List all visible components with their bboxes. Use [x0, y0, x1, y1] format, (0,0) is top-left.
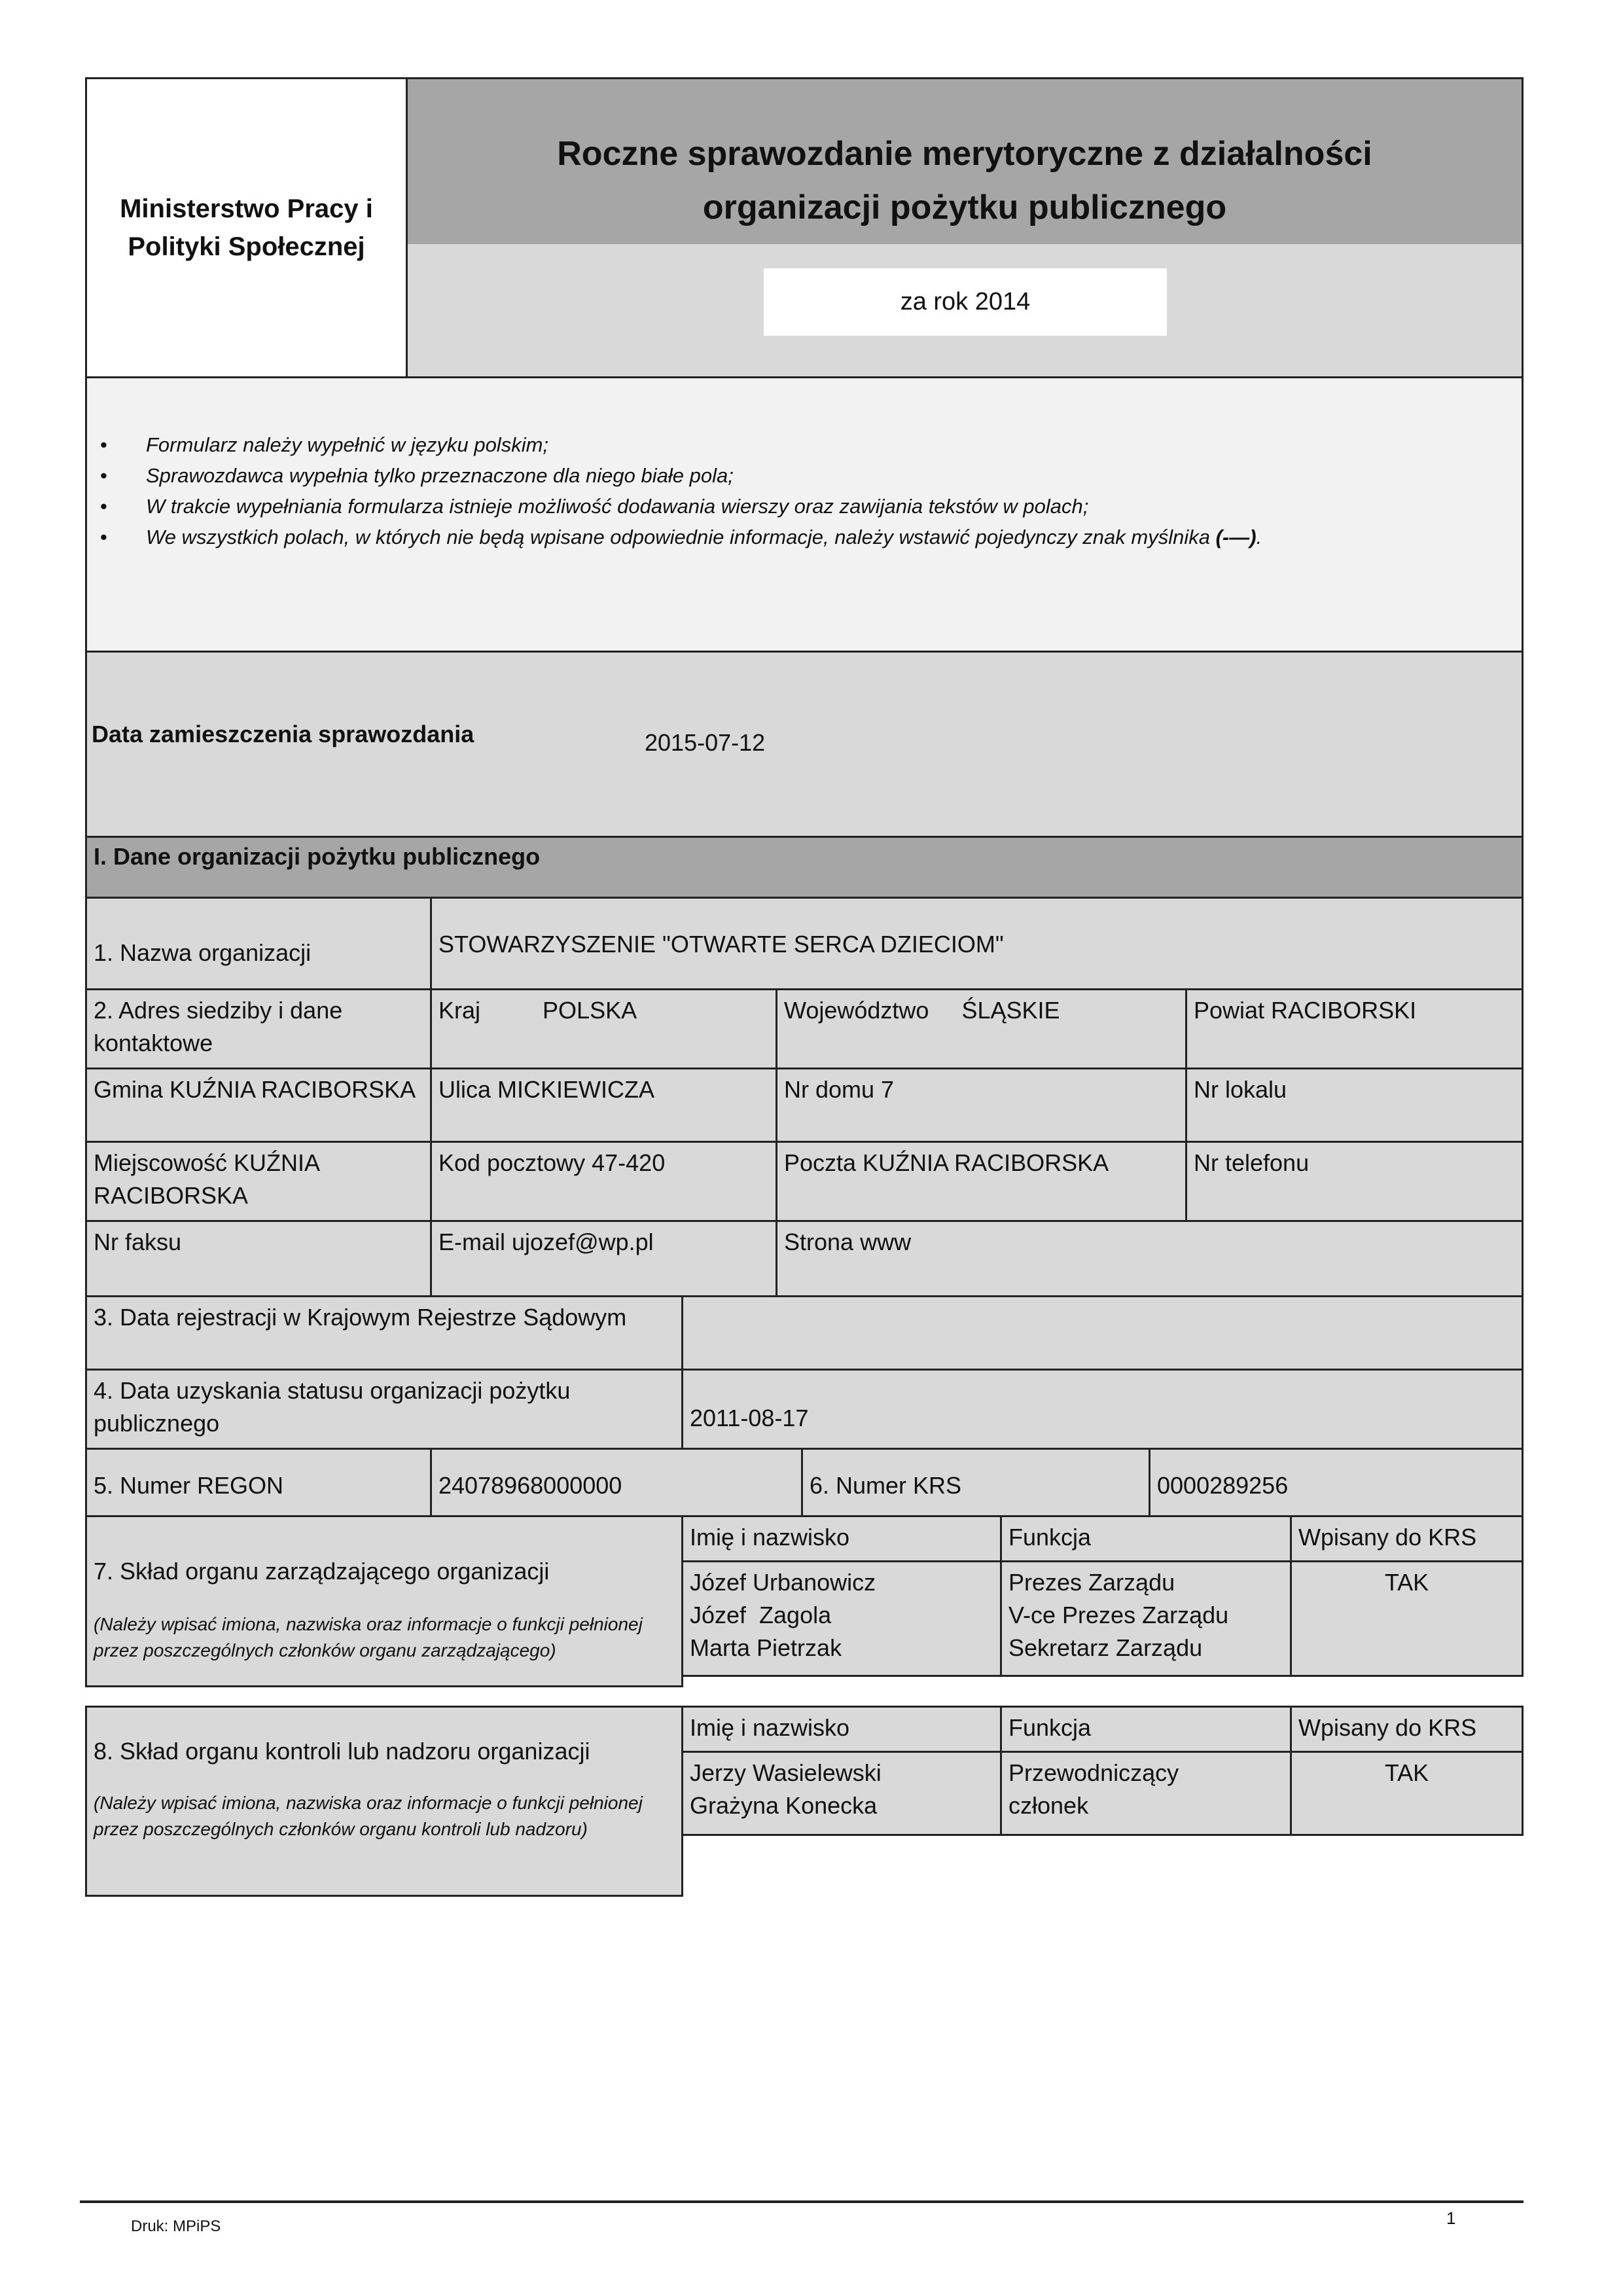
supervisory-note: (Należy wpisać imiona, nazwiska oraz informacje o funkcji pełnionej przez poszczególnych członków organu kontroli lub nadzoru) — [94, 1793, 643, 1839]
regon-label: 5. Numer REGON — [94, 1472, 284, 1499]
board-member-name: Józef Zagola — [690, 1602, 832, 1628]
instruction-text: We wszystkich polach, w których nie będą wpisane odpowiednie informacje, należy wstawić pojedynczy znak myślnika — [146, 526, 1216, 548]
board-names-cell — [681, 1560, 1002, 1677]
board-note: (Należy wpisać imiona, nazwiska oraz informacje o funkcji pełnionej przez poszczególnych członków organu zarządzającego) — [94, 1614, 643, 1660]
supervisory-member-function: Przewodniczący — [1008, 1759, 1179, 1786]
instructions-box — [85, 376, 1524, 653]
supervisory-label-cell — [85, 1706, 683, 1897]
supervisory-member-name: Grażyna Konecka — [690, 1792, 878, 1819]
org-name-label: 1. Nazwa organizacji — [94, 939, 312, 966]
phone-label: Nr telefonu — [1194, 1149, 1310, 1176]
report-title-line1: Roczne sprawozdanie merytoryczne z działalności — [557, 135, 1372, 173]
org-name-value-cell — [430, 897, 1524, 990]
year-box — [764, 268, 1167, 336]
status-label-cell — [85, 1369, 683, 1450]
board-col-function: Funkcja — [1008, 1524, 1092, 1551]
instruction-item — [146, 522, 1522, 552]
year-label: za rok 2014 — [900, 288, 1031, 315]
county-value: Powiat RACIBORSKI — [1194, 997, 1417, 1024]
board-member-function: V-ce Prezes Zarządu — [1008, 1602, 1229, 1628]
locality-cell — [85, 1141, 432, 1222]
krs-registration-label: 3. Data rejestracji w Krajowym Rejestrze Sądowym — [94, 1304, 627, 1331]
post-office-value: Poczta KUŹNIA RACIBORSKA — [784, 1149, 1109, 1176]
fax-cell — [85, 1220, 432, 1297]
website-cell — [776, 1220, 1524, 1297]
krs-label-cell — [801, 1448, 1150, 1517]
fax-label: Nr faksu — [94, 1229, 182, 1255]
voivodeship-cell — [776, 988, 1187, 1069]
krs-value: 0000289256 — [1157, 1472, 1289, 1499]
voivodeship-value: ŚLĄSKIE — [961, 997, 1060, 1024]
voivodeship-label: Województwo — [784, 997, 929, 1024]
commune-value: Gmina KUŹNIA RACIBORSKA — [94, 1076, 416, 1103]
supervisory-col-function: Funkcja — [1008, 1714, 1092, 1741]
page-number: 1 — [1446, 2208, 1456, 2228]
supervisory-col-krs: Wpisany do KRS — [1298, 1714, 1477, 1741]
postal-code-value: Kod pocztowy 47-420 — [438, 1149, 666, 1176]
board-member-function: Sekretarz Zarządu — [1008, 1634, 1203, 1661]
board-krs-cell — [1290, 1560, 1524, 1677]
section-header — [85, 836, 1524, 899]
org-name-value: STOWARZYSZENIE "OTWARTE SERCA DZIECIOM" — [438, 931, 1004, 958]
status-value: 2011-08-17 — [690, 1405, 809, 1431]
regon-value: 24078968000000 — [438, 1472, 622, 1499]
ministry-name: Ministerstwo Pracy i Polityki Społecznej — [120, 194, 373, 261]
country-value: POLSKA — [543, 997, 637, 1024]
regon-value-cell — [430, 1448, 803, 1517]
instructions-list — [87, 429, 1522, 552]
board-functions-cell — [1000, 1560, 1292, 1677]
publication-date-label: Data zamieszczenia sprawozdania — [92, 721, 474, 747]
section-title: I. Dane organizacji pożytku publicznego — [94, 843, 541, 870]
board-col-krs-header — [1290, 1515, 1524, 1562]
board-label-cell — [85, 1515, 683, 1687]
report-title-line2: organizacji pożytku publicznego — [702, 188, 1227, 226]
org-name-label-cell — [85, 897, 432, 990]
dash-mark: (-—) — [1215, 526, 1257, 548]
locality-value: Miejscowość KUŹNIA RACIBORSKA — [94, 1149, 319, 1209]
house-number-value: Nr domu 7 — [784, 1076, 895, 1103]
county-cell — [1185, 988, 1524, 1069]
instruction-item: • W trakcie wypełniania formularza istnieje możliwość dodawania wierszy oraz zawijania tekstów w polach; — [146, 491, 1522, 522]
supervisory-col-krs-header — [1290, 1706, 1524, 1753]
supervisory-member-name: Jerzy Wasielewski — [690, 1759, 882, 1786]
website-label: Strona www — [784, 1229, 912, 1255]
apartment-number-label: Nr lokalu — [1194, 1076, 1287, 1103]
status-value-cell — [681, 1369, 1524, 1450]
country-label: Kraj — [438, 997, 481, 1024]
krs-value-cell — [1149, 1448, 1524, 1517]
krs-label: 6. Numer KRS — [810, 1472, 962, 1499]
footer-print-label: Druk: MPiPS — [131, 2217, 221, 2235]
status-label: 4. Data uzyskania statusu organizacji pożytku publicznego — [94, 1377, 571, 1437]
footer-rule — [80, 2200, 1524, 2203]
board-member-function: Prezes Zarządu — [1008, 1569, 1175, 1596]
street-cell — [430, 1067, 777, 1143]
publication-date-value: 2015-07-12 — [645, 729, 766, 756]
instruction-item: • Formularz należy wypełnić w języku polskim; — [146, 429, 1522, 460]
email-value: E-mail ujozef@wp.pl — [438, 1229, 654, 1255]
board-label: 7. Skład organu zarządzającego organizacji — [94, 1558, 550, 1585]
krs-registration-value-cell — [681, 1295, 1524, 1371]
email-cell — [430, 1220, 777, 1297]
instruction-end: . — [1256, 526, 1262, 548]
supervisory-label: 8. Skład organu kontroli lub nadzoru organizacji — [94, 1738, 590, 1765]
post-office-cell — [776, 1141, 1187, 1222]
apartment-number-cell — [1185, 1067, 1524, 1143]
instruction-item: • Sprawozdawca wypełnia tylko przeznaczone dla niego białe pola; — [146, 460, 1522, 491]
krs-registration-label-cell — [85, 1295, 683, 1371]
supervisory-krs-value: TAK — [1384, 1759, 1429, 1786]
supervisory-names-cell — [681, 1751, 1002, 1836]
street-value: Ulica MICKIEWICZA — [438, 1076, 655, 1103]
board-member-name: Józef Urbanowicz — [690, 1569, 876, 1596]
supervisory-krs-cell — [1290, 1751, 1524, 1836]
board-member-name: Marta Pietrzak — [690, 1634, 842, 1661]
supervisory-functions-cell — [1000, 1751, 1292, 1836]
supervisory-col-name-header — [681, 1706, 1002, 1753]
ministry-box — [85, 77, 408, 378]
board-krs-value: TAK — [1384, 1569, 1429, 1596]
board-col-function-header — [1000, 1515, 1292, 1562]
house-number-cell — [776, 1067, 1187, 1143]
supervisory-col-function-header — [1000, 1706, 1292, 1753]
commune-cell — [85, 1067, 432, 1143]
regon-label-cell — [85, 1448, 432, 1517]
board-col-krs: Wpisany do KRS — [1298, 1524, 1477, 1551]
address-label-cell — [85, 988, 432, 1069]
supervisory-member-function: członek — [1008, 1792, 1089, 1819]
phone-cell — [1185, 1141, 1524, 1222]
address-label: 2. Adres siedziby i dane kontaktowe — [94, 997, 343, 1056]
board-col-name-header — [681, 1515, 1002, 1562]
board-col-name: Imię i nazwisko — [690, 1524, 850, 1551]
supervisory-col-name: Imię i nazwisko — [690, 1714, 850, 1741]
postal-code-cell — [430, 1141, 777, 1222]
country-cell — [430, 988, 777, 1069]
